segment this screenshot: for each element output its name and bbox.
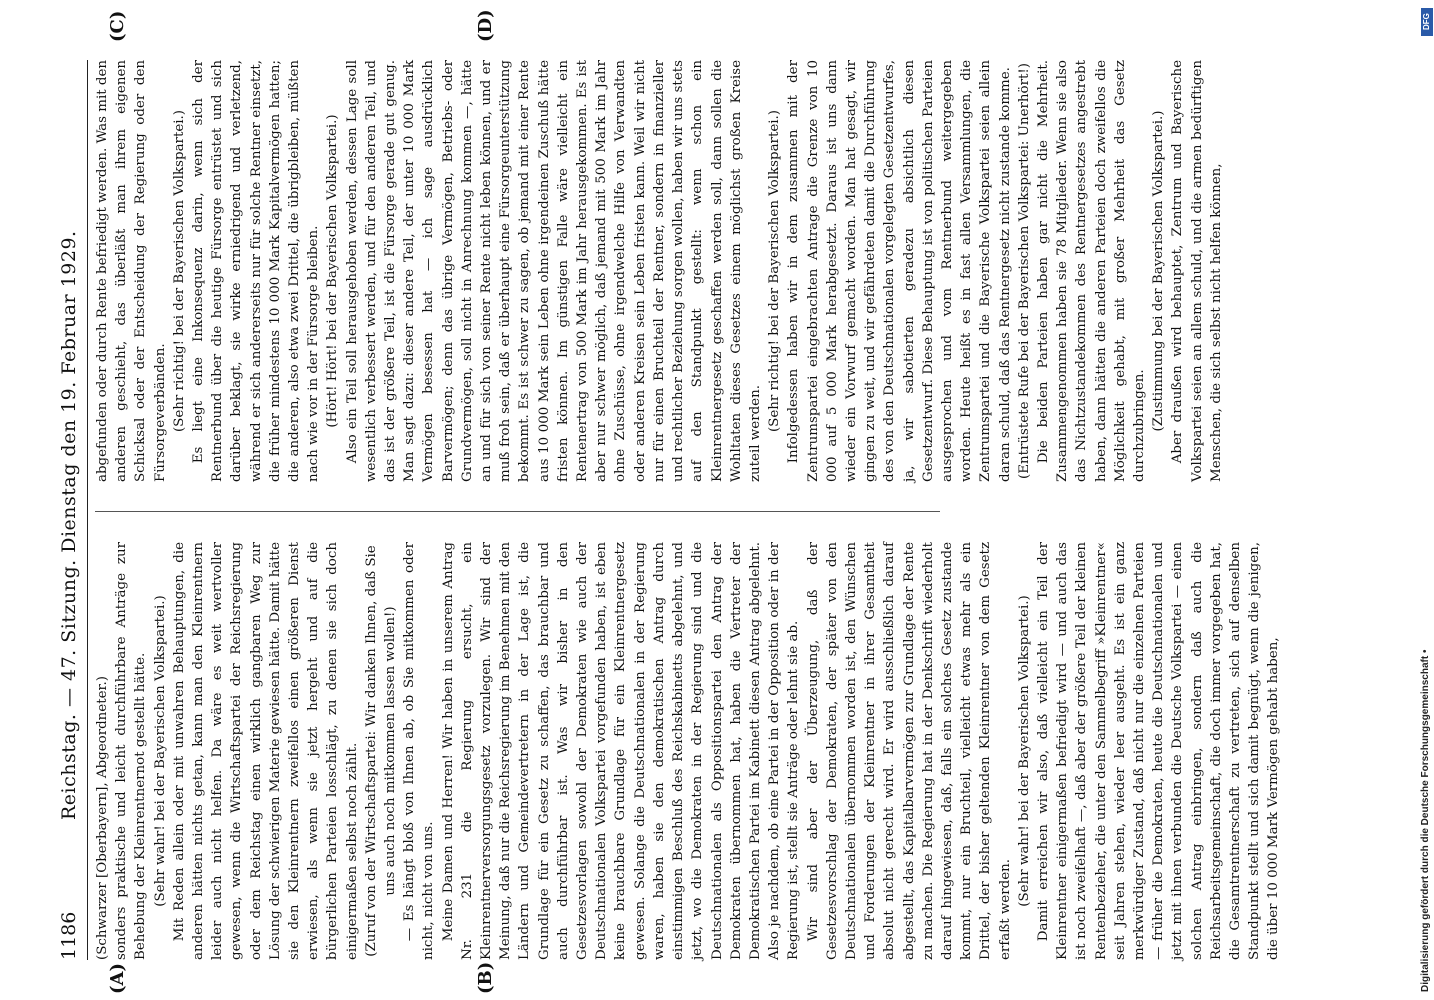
margin-letter-d: (D)	[475, 9, 496, 42]
paragraph: Also ein Teil soll herausgehoben werden, dessen Lage soll wesentlich verbessert werden, und für den anderen Teil, und das ist der größere Teil, ist die Fürsorge gerade gut genug. Man sagt dazu: dieser andere Teil, der unter 10 000 Mark Vermögen besessen hat — ich sage ausdrücklich Barvermögen; denn das übrige Vermögen, Betriebs- oder Grundvermögen, soll nicht in Anrechnung kommen —, hätte an und für sich von seiner Rente nicht leben können, und er muß froh sein, daß er überhaupt eine Fürsorgeunterstützung bekommt. Es ist schwer zu sagen, ob jemand mit einer Rente aus 10 000 Mark sein Leben ohne irgendeinen Zuschuß hätte fristen können. Im günstigen Falle wäre vielleicht ein Rentenertrag von 500 Mark im Jahr herausgekommen. Es ist aber nur schwer möglich, daß jemand mit 500 Mark im Jahr ohne Zuschüsse, ohne irgendwelche Hilfe von Verwandten oder anderen Kreisen sein Leben fristen kann. Weil wir nicht nur für einen Bruchteil der Rentner, sondern in finanzieller und rechtlicher Beziehung sorgen wollen, haben wir uns stets auf den Standpunkt gestellt: wenn schon ein Kleinrentnergesetz geschaffen werden soll, dann sollen die Wohltaten dieses Gesetzes einem möglichst großen Kreise zuteil werden.	[344, 60, 763, 482]
paragraph: Infolgedessen haben wir in dem zusammen mit der Zentrumspartei eingebrachten Antrage die Grenze von 10 000 auf 5 000 Mark herabgesetzt. Daraus ist uns dann wieder ein Vorwurf gemacht worden. Man hat gesagt, wir gingen zu weit, und wir gefährdeten damit die Durchführung des von den Deutschnationalen vorgelegten Gesetzentwurfes, ja, wir sabotierten geradezu absichtlich diesen Gesetzentwurf. Diese Behauptung ist von politischen Parteien ausgesprochen und vom Rentnerbund weitergegeben worden. Heute heißt es in fast allen Versammlungen, die Zentrumspartei und die Bayerische Volkspartei seien allein daran schuld, daß das Rentnergesetz nicht zustande komme.	[786, 60, 1013, 482]
interjection: (Sehr wahr! bei der Bayerischen Volkspartei.)	[152, 595, 168, 907]
rotated-document-page	[55, 9, 1325, 994]
page-number: 1186	[58, 911, 80, 960]
paragraph: Es liegt eine Inkonsequenz darin, wenn sich der Rentnerbund über die heutige Fürsorge entrüstet und sich darüber beklagt, sie wirke erniedrigend und verletzend, während er sich andererseits nur für solche Rentner einsetzt, die früher mindestens 10 000 Mark Kapitalvermögen hatten; die anderen, also etwa zwei Drittel, die übrigbleiben, müßten nach wie vor in der Fürsorge bleiben.	[191, 60, 322, 482]
interjection: (Hört! Hört! bei der Bayerischen Volkspartei.)	[325, 114, 341, 428]
page-header	[55, 60, 83, 960]
funding-credit-sidebar	[1420, 0, 1434, 1000]
paragraph: Damit erreichen wir also, daß vielleicht ein Teil der Kleinrentner einigermaßen befriedigt wird — und auch das ist noch zweifelhaft —, daß aber der größere Teil der kleinen Rentenbezieher, die unter den Sammelbegriff »Kleinrentner« seit Jahren stehen, wieder leer ausgeht. Es ist ein ganz merkwürdiger Zustand, daß nicht nur die einzelnen Parteien — früher die Demokraten, heute die Deutschnationalen und jetzt mit ihnen verbunden die Deutsche Volkspartei — einen solchen Antrag einbringen, sondern daß auch die Reichsarbeitsgemeinschaft, die doch immer vorgegeben hat, die Gesamtrentnerschaft zu vertreten, sich auf denselben Standpunkt stellt und sich damit begnügt, wenn die jenigen, die über 10 000 Mark Vermögen gehabt haben,	[1035, 542, 1282, 960]
running-title: Reichstag. — 47. Sitzung. Dienstag den 19. Februar 1929.	[58, 230, 80, 820]
interjection: (Zustimmung bei der Bayerischen Volkspartei.)	[1151, 110, 1167, 432]
paragraph: Aber draußen wird behauptet, Zentrum und Bayerische Volkspartei seien an allem schuld, und die armen bedürftigen Menschen, die sich selbst nicht helfen können,	[1170, 60, 1224, 482]
paragraph: Mit Reden allein oder mit unwahren Behauptungen, die anderen hätten nichts getan, kann man den Kleinrentnern leider auch nicht helfen. Da wäre es weit wertvoller gewesen, wenn die Wirtschaftspartei der Reichsregierung oder dem Reichstag einen wirklich gangbaren Weg zur Lösung der schwierigen Materie gewiesen hätte. Damit hätte sie den Kleinrentnern zweifellos einen größeren Dienst erwiesen, als wenn sie jetzt hergeht und auf die bürgerlichen Parteien losschlägt, zu denen sie sich doch einigermaßen selbst noch zählt.	[171, 542, 360, 960]
paragraph: abgefunden oder durch Rente befriedigt werden. Was mit den anderen geschieht, das überläßt man ihrem eigenen Schicksal oder der Entscheidung der Regierung oder den Fürsorgeverbänden.	[95, 59, 168, 482]
interjection: (Zuruf von der Wirtschaftspartei: Wir danken Ihnen, daß Sie uns auch noch mitkommen lassen wollen!)	[363, 545, 399, 957]
paragraph: Meine Damen und Herren! Wir haben in unserem Antrag Nr. 231 die Regierung ersucht, ein Kleinrentnerversorgungsgesetz vorzulegen. Wir sind der Meinung, daß nur die Reichsregierung im Benehmen mit den Ländern und Gemeindevertretern in der Lage ist, die Grundlage für ein Gesetz zu schaffen, das brauchbar und auch durchführbar ist. Was wir bisher in den Gesetzesvorlagen sowohl der Demokraten wie auch der Deutschnationalen Volkspartei vorgefunden haben, ist eben keine brauchbare Grundlage für ein Kleinrentnergesetz gewesen. Solange die Deutschnationalen in der Regierung waren, haben sie den demokratischen Antrag durch einstimmigen Beschluß des Reichskabinetts abgelehnt, und jetzt, wo die Demokraten in der Regierung sind und die Deutschnationalen als Oppositionspartei den Antrag der Demokraten übernommen hat, haben die Vertreter der Demokratischen Partei im Kabinett diesen Antrag abgelehnt. Also je nachdem, ob eine Partei in der Opposition oder in der Regierung ist, stellt sie Anträge oder lehnt sie ab.	[440, 542, 802, 960]
column-divider	[95, 511, 940, 512]
margin-letter-a: (A)	[107, 963, 128, 994]
interjection: (Sehr richtig! bei der Bayerischen Volkspartei.)	[171, 109, 187, 433]
paragraph: Wir sind aber der Überzeugung, daß der Gesetzesvorschlag der Demokraten, der später von den Deutschnationalen übernommen worden ist, den Wünschen und Forderungen der Kleinrentner in ihrer Gesamtheit absolut nicht gerecht wird. Er wird ausschließlich darauf abgestellt, das Kapitalbarvermögen zur Grundlage der Rente zu machen. Die Regierung hat in der Denkschrift wiederholt darauf hingewiesen, daß, falls ein solches Gesetz zustande kommt, nur ein Bruchteil, vielleicht etwas mehr als ein Drittel, der bisher geltenden Kleinrentner von dem Gesetz erfaßt werden.	[805, 542, 1013, 960]
margin-letter-c: (C)	[107, 10, 128, 42]
interjection: (Sehr richtig! bei der Bayerischen Volkspartei.)	[767, 109, 783, 433]
margin-letter-b: (B)	[475, 961, 496, 994]
header-rule	[87, 60, 88, 960]
paragraph: Die beiden Parteien haben gar nicht die Mehrheit. Zusammengenommen haben sie 78 Mitglieder. Wenn sie also das Nichtzustandekommen des Rentnergesetzes angestrebt haben, dann hätten die anderen Parteien doch zweifellos die Möglichkeit gehabt, mit großer Mehrheit das Gesetz durchzubringen.	[1035, 60, 1147, 482]
dfg-logo: DFG	[1421, 8, 1433, 36]
interjection: (Sehr wahr! bei der Bayerischen Volkspartei.)	[1016, 595, 1032, 907]
funding-credit-text: Digitalisierung gefördert durch die Deutsche Forschungsgemeinschaft •	[1420, 649, 1431, 992]
paragraph: (Schwarzer [Oberbayern], Abgeordneter.)	[95, 676, 110, 960]
left-text-column	[93, 542, 1282, 960]
interjection: (Entrüstete Rufe bei der Bayerischen Volkspartei: Unerhört!)	[1016, 63, 1032, 479]
right-text-column	[93, 59, 1224, 482]
paragraph: — Es hängt bloß von Ihnen ab, ob Sie mitkommen oder nicht, nicht von uns.	[402, 542, 437, 960]
paragraph: sonders praktische und leicht durchführbare Anträge zur Behebung der Kleinrentnernot gestellt hätte.	[114, 542, 149, 960]
